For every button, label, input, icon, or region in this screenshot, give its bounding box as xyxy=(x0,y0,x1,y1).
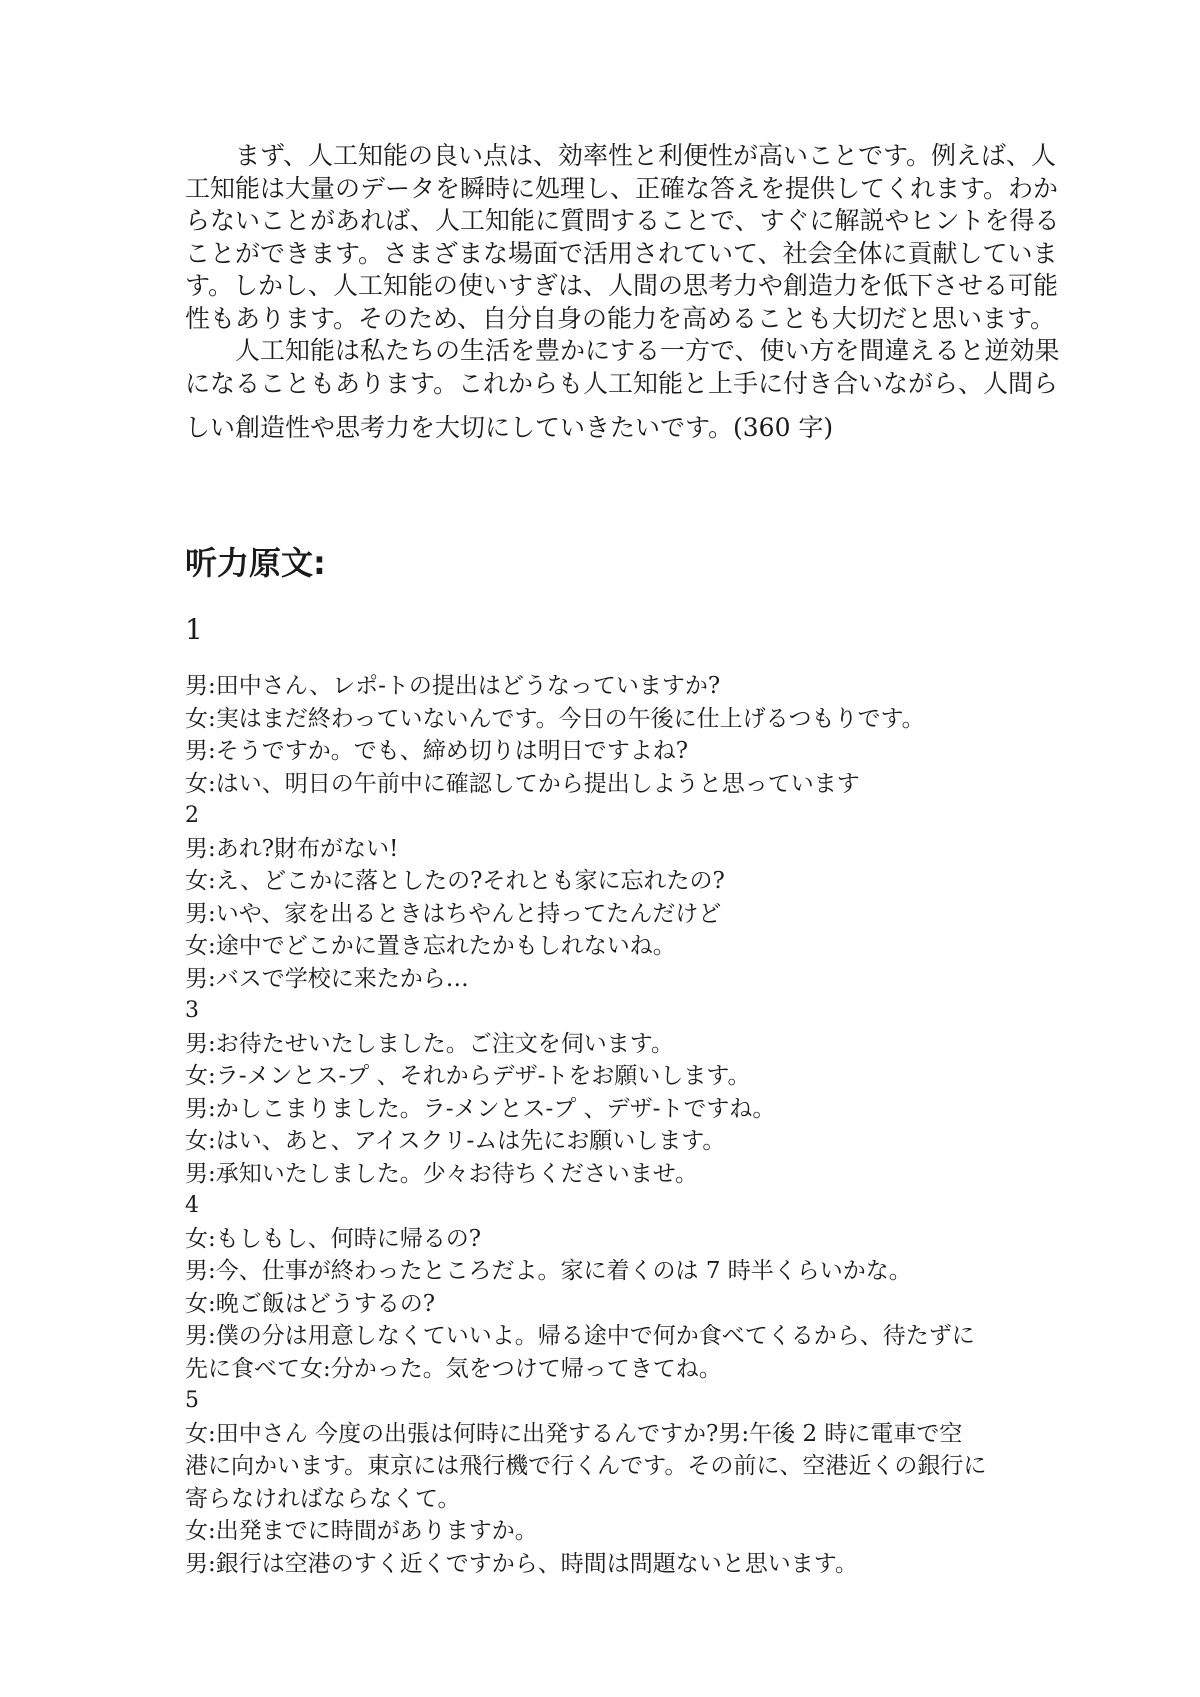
dialog-line: 男:承知いたしました。少々お待ちくださいませ。 xyxy=(185,1160,699,1187)
essay-paragraph-1 xyxy=(185,140,1060,335)
dialog-number: 1 xyxy=(185,613,203,646)
transcript xyxy=(185,610,1030,1580)
dialog-number: 5 xyxy=(185,1388,199,1413)
dialog-3 xyxy=(185,995,1030,1190)
dialog-line: 男:あれ?財布がない! xyxy=(185,835,399,862)
dialog-number: 3 xyxy=(185,998,199,1023)
dialog-line: 男:かしこまりました。ラ-メンとス-プ 、デザ-トですね。 xyxy=(185,1095,776,1122)
essay-line: 工知能は大量のデータを瞬時に処理し、正確な答えを提供してくれます。わか xyxy=(185,173,1059,203)
dialog-line: 港に向かいます。東京には飛行機で行くんです。その前に、空港近くの銀行に xyxy=(185,1453,987,1479)
essay xyxy=(185,140,1060,445)
dialog-line: 女:田中さん 今度の出張は何時に出発するんですか?男:午後 2 時に電車で空 xyxy=(185,1420,963,1447)
essay-line: しい創造性や思考力を大切にしていきたいです。(360 字) xyxy=(185,413,834,442)
essay-line: ことができます。さまざまな場面で活用されていて、社会全体に貢献していま xyxy=(185,238,1058,268)
dialog-line: 女:晩ご飯はどうするの? xyxy=(185,1290,436,1317)
dialog-line: 男:僕の分は用意しなくていいよ。帰る途中で何か食べてくるから、待たずに xyxy=(185,1323,975,1349)
dialog-line: 女:出発までに時間がありますか。 xyxy=(185,1518,538,1544)
dialog-line: 女:もしもし、何時に帰るの? xyxy=(185,1225,482,1252)
dialog-line: 男:田中さん、レポ-トの提出はどうなっていますか? xyxy=(185,673,721,699)
dialog-line: 男:お待たせいたしました。ご注文を伺います。 xyxy=(185,1030,674,1057)
section-title: 听力原文: xyxy=(185,544,326,582)
dialog-line: 男:銀行は空港のすく近くですから、時間は問題ないと思います。 xyxy=(185,1550,858,1577)
dialog-line: 女:はい、あと、アイスクリ-ムは先にお願いします。 xyxy=(185,1128,726,1154)
dialog-line: 男:そうですか。でも、締め切りは明日ですよね? xyxy=(185,738,689,764)
essay-line: 性もあります。そのため、自分自身の能力を高めることも大切だと思います。 xyxy=(185,303,1056,333)
dialog-line: 男:今、仕事が終わったところだよ。家に着くのは 7 時半くらいかな。 xyxy=(185,1258,912,1284)
essay-paragraph-2 xyxy=(185,335,1060,445)
dialog-4 xyxy=(185,1190,1030,1385)
dialog-2 xyxy=(185,800,1030,995)
dialog-line: 先に食べて女:分かった。気をつけて帰ってきてね。 xyxy=(185,1355,722,1382)
dialog-1 xyxy=(185,610,1030,800)
dialog-number: 2 xyxy=(185,803,199,828)
essay-line: まず、人工知能の良い点は、効率性と利便性が高いことです。例えば、人 xyxy=(235,141,1057,170)
dialog-line: 男:いや、家を出るときはちやんと持ってたんだけど xyxy=(185,900,722,927)
dialog-line: 女:実はまだ終わっていないんです。今日の午後に仕上げるつもりです。 xyxy=(185,705,925,732)
document-page xyxy=(185,140,1060,1577)
essay-line: す。しかし、人工知能の使いすぎは、人間の思考力や創造力を低下させる可能 xyxy=(185,271,1059,300)
essay-line: 人工知能は私たちの生活を豊かにする一方で、使い方を間違えると逆効果 xyxy=(235,336,1060,365)
dialog-line: 寄らなければならなくて。 xyxy=(185,1485,461,1512)
dialog-number: 4 xyxy=(185,1193,199,1218)
dialog-line: 女:はい、明日の午前中に確認してから提出しようと思っています xyxy=(185,770,860,797)
dialog-line: 女:途中でどこかに置き忘れたかもしれないね。 xyxy=(185,933,676,959)
dialog-line: 女:ラ-メンとス-プ 、それからデザ-トをお願いします。 xyxy=(185,1063,751,1089)
dialog-line: 女:え、どこかに落としたの?それとも家に忘れたの? xyxy=(185,868,725,894)
essay-line: らないことがあれば、人工知能に質問することで、すぐに解説やヒントを得る xyxy=(185,206,1060,235)
dialog-5 xyxy=(185,1385,1030,1580)
essay-line: になることもあります。これからも人工知能と上手に付き合いながら、人間ら xyxy=(185,368,1059,398)
dialog-line: 男:バスで学校に来たから… xyxy=(185,965,469,992)
